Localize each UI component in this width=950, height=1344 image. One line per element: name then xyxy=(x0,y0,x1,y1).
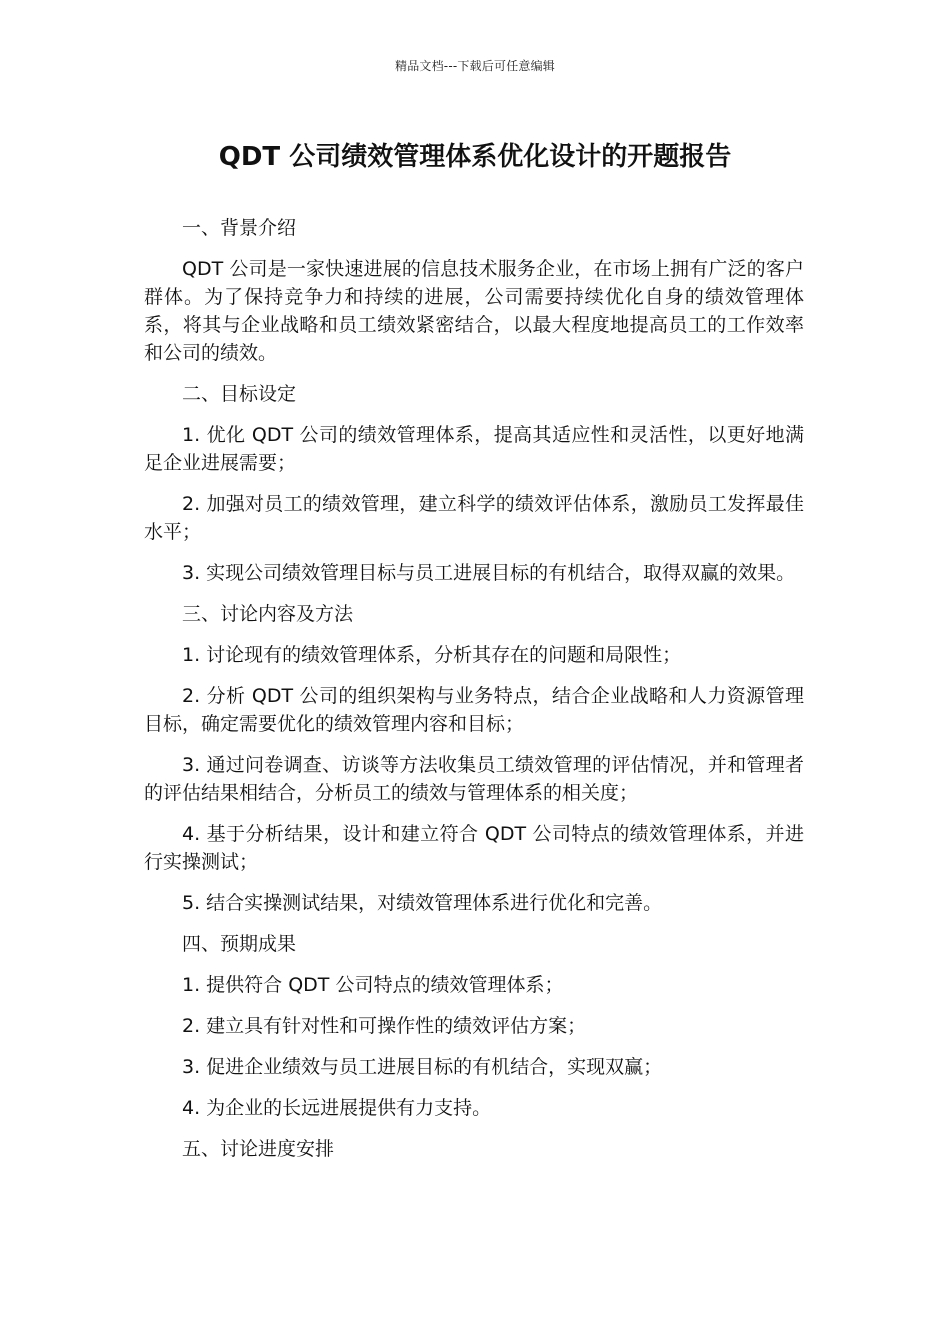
section-heading-schedule: 五、讨论进度安排 xyxy=(182,1138,335,1160)
document-title: QDT 公司绩效管理体系优化设计的开题报告 xyxy=(218,142,732,172)
list-item-goal-1: 1. 优化 QDT 公司的绩效管理体系，提高其适应性和灵活性，以更好地满足企业进展需要； xyxy=(144,424,804,474)
list-item-method-2: 2. 分析 QDT 公司的组织架构与业务特点，结合企业战略和人力资源管理目标，确定需要优化的绩效管理内容和目标； xyxy=(144,685,804,735)
list-item-outcome-2: 2. 建立具有针对性和可操作性的绩效评估方案； xyxy=(182,1015,587,1037)
list-item-method-4: 4. 基于分析结果，设计和建立符合 QDT 公司特点的绩效管理体系，并进行实操测试； xyxy=(144,823,804,873)
list-item-goal-3: 3. 实现公司绩效管理目标与员工进展目标的有机结合，取得双赢的效果。 xyxy=(182,562,796,584)
list-item-goal-2: 2. 加强对员工的绩效管理，建立科学的绩效评估体系，激励员工发挥最佳水平； xyxy=(144,493,804,543)
list-item-method-3: 3. 通过问卷调查、访谈等方法收集员工绩效管理的评估情况，并和管理者的评估结果相结合，分析员工的绩效与管理体系的相关度； xyxy=(144,754,804,804)
section-heading-goals: 二、目标设定 xyxy=(182,383,297,405)
paragraph-background: QDT 公司是一家快速进展的信息技术服务企业，在市场上拥有广泛的客户群体。为了保持竞争力和持续的进展，公司需要持续优化自身的绩效管理体系，将其与企业战略和员工绩效紧密结合，以最大程度地提高员工的工作效率和公司的绩效。 xyxy=(144,258,804,364)
document-body xyxy=(144,214,804,1176)
header-note: 精品文档---下载后可任意编辑 xyxy=(395,59,555,73)
section-heading-background: 一、背景介绍 xyxy=(182,217,297,239)
section-heading-methods: 三、讨论内容及方法 xyxy=(182,603,354,625)
section-heading-outcomes: 四、预期成果 xyxy=(182,933,297,955)
list-item-outcome-4: 4. 为企业的长远进展提供有力支持。 xyxy=(182,1097,492,1119)
list-item-method-1: 1. 讨论现有的绩效管理体系，分析其存在的问题和局限性； xyxy=(182,644,682,666)
list-item-outcome-1: 1. 提供符合 QDT 公司特点的绩效管理体系； xyxy=(182,974,564,996)
list-item-method-5: 5. 结合实操测试结果，对绩效管理体系进行优化和完善。 xyxy=(182,892,663,914)
list-item-outcome-3: 3. 促进企业绩效与员工进展目标的有机结合，实现双赢； xyxy=(182,1056,663,1078)
